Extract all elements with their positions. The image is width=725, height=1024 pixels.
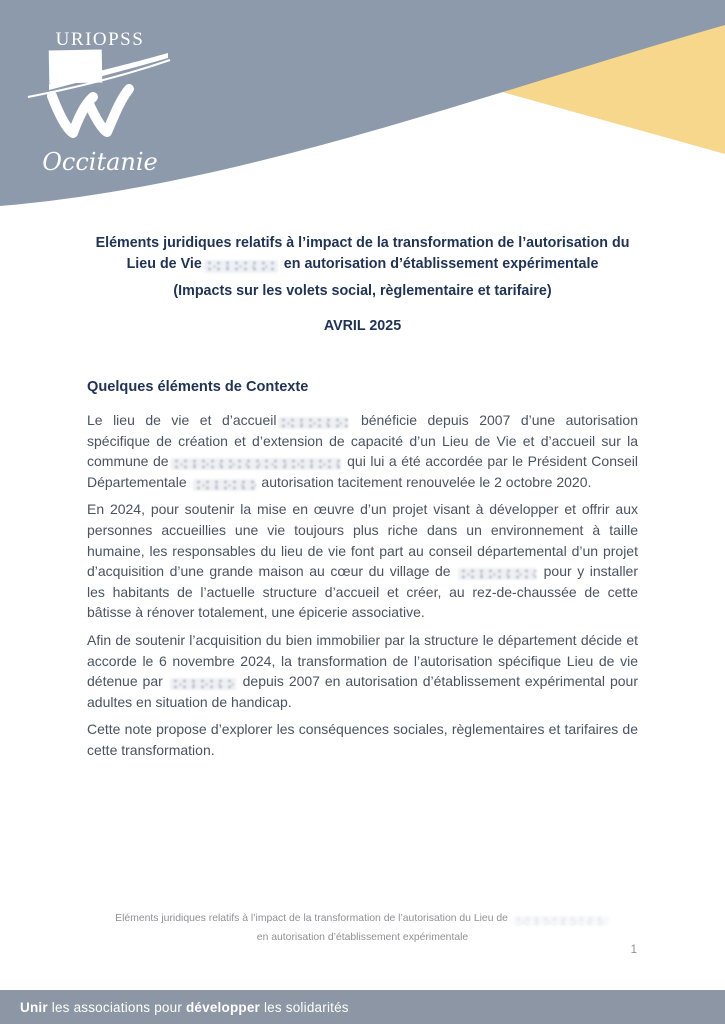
text-run: En 2024, pour soutenir la mise en œuvre d’un projet visant à développer et offrir aux personnes accueillies une vie toujours plus riche dans un environnement à taille humaine, les responsables du lieu de vie font part au conseil départemental d’un projet d’acquisition d’une grande maison au cœur du village de xyxy=(87,501,638,580)
body-paragraph xyxy=(87,499,638,623)
redacted-text xyxy=(170,678,236,690)
footer-line-2: en autorisation d’établissement expérimentale xyxy=(256,932,469,943)
text-run: développer xyxy=(185,999,261,1015)
redacted-text xyxy=(171,458,341,470)
logo-region-text: Occitanie xyxy=(42,148,158,176)
redacted-text xyxy=(193,479,256,491)
text-run: Cette note propose d’explorer les conséquences sociales, règlementaires et tarifaires de cette transformation. xyxy=(87,721,638,758)
text-run: Eléments juridiques relatifs à l’impact de la transformation de l’autorisation du Lieu de xyxy=(115,913,511,924)
body-paragraph xyxy=(87,410,638,492)
redacted-text xyxy=(204,260,278,273)
document-body xyxy=(87,230,638,768)
text-run: Eléments juridiques relatifs à l’impact de la transformation de l’autorisation du Lieu de Vie xyxy=(95,235,630,272)
header-graphic xyxy=(0,0,725,232)
text-run: bénéficie depuis 2007 d’une autorisation spécifique de création et d’extension de capacité d’un Lieu de Vie et d’accueil sur la commune de xyxy=(87,412,638,470)
text-run: qui lui a été accordée par le Président Conseil Départementale xyxy=(87,453,638,490)
redacted-text xyxy=(458,568,536,580)
page-footer xyxy=(60,909,665,947)
document-title xyxy=(94,233,631,274)
text-run: les associations pour xyxy=(47,999,186,1015)
text-run: en autorisation d’établissement expérimentale xyxy=(279,255,599,272)
document-subtitle: (Impacts sur les volets social, règlementaire et tarifaire) xyxy=(173,283,552,299)
logo-org-text: URIOPSS xyxy=(55,29,145,50)
text-run: pour y installer les habitants de l’actuelle structure d’accueil et créer, au rez-de-chaussée de cette bâtisse à rénover totalement, une épicerie associative. xyxy=(87,563,638,621)
text-run: Afin de soutenir l’acquisition du bien immobilier par la structure le département décide et accorde le 6 novembre 2024, la transformation de l’autorisation spécifique Lieu de vie détenue par xyxy=(87,631,638,690)
section-heading: Quelques éléments de Contexte xyxy=(87,379,309,395)
text-run: Unir xyxy=(20,999,48,1015)
text-run: les solidarités xyxy=(260,999,349,1015)
redacted-text xyxy=(513,916,608,925)
bottom-tagline-bar xyxy=(0,990,725,1024)
text-run: autorisation tacitement renouvelée le 2 octobre 2020. xyxy=(257,473,592,490)
body-paragraph xyxy=(87,630,638,712)
paragraph-list xyxy=(87,410,638,761)
footer-line-1 xyxy=(60,909,665,928)
document-date: AVRIL 2025 xyxy=(323,317,402,334)
redacted-text xyxy=(278,417,348,429)
tagline-text xyxy=(20,1000,349,1015)
text-run: depuis 2007 en autorisation d’établissement expérimental pour adultes en situation de handicap. xyxy=(87,673,638,710)
body-paragraph xyxy=(87,719,638,760)
page-number: 1 xyxy=(630,944,637,956)
text-run: Le lieu de vie et d’accueil xyxy=(87,412,277,428)
